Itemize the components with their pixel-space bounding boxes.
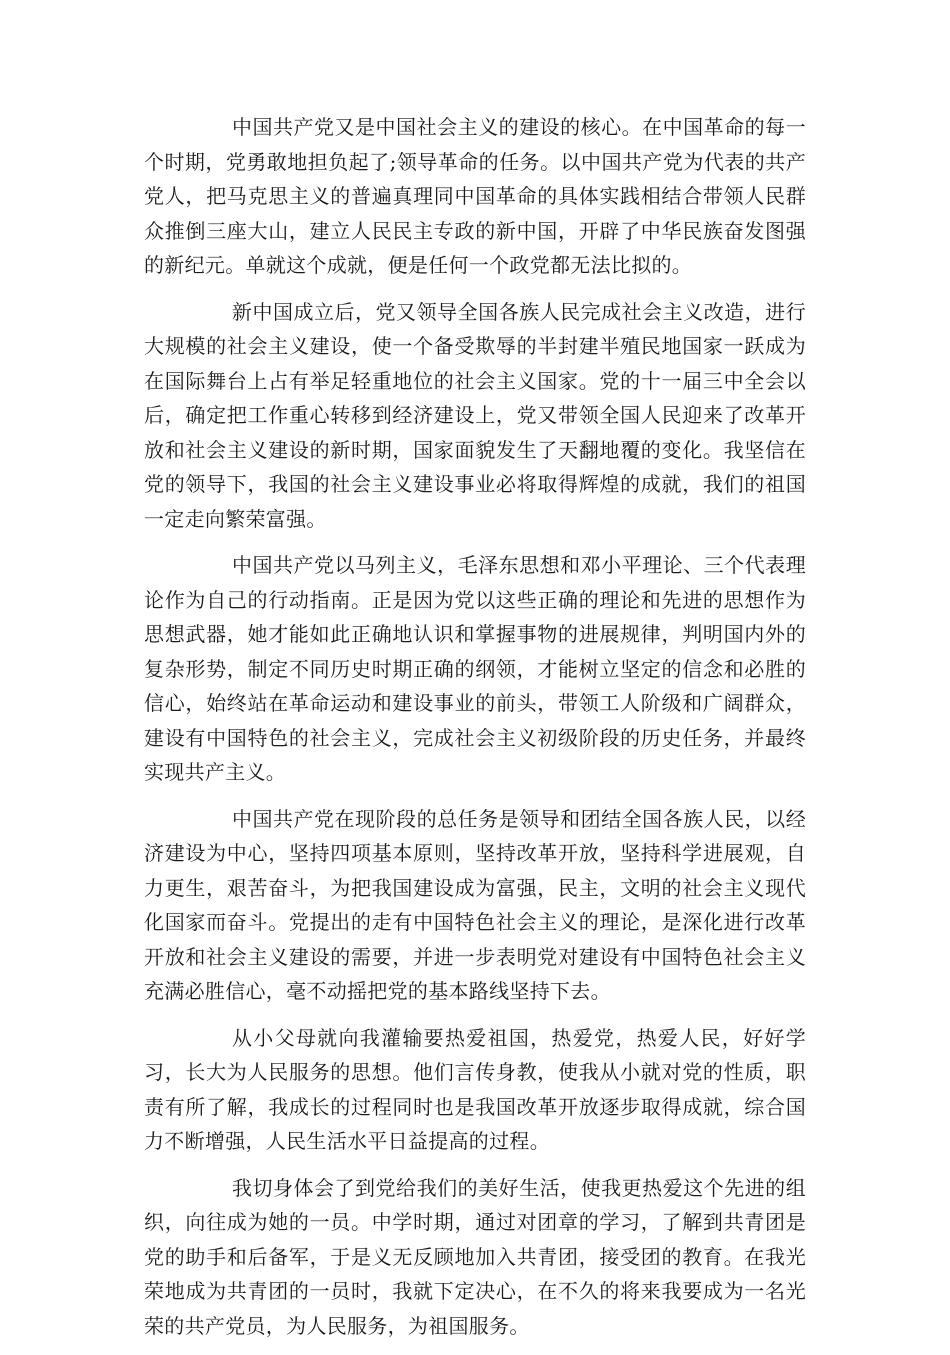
paragraph-6: 我切身体会了到党给我们的美好生活，使我更热爱这个先进的组织，向往成为她的一员。中学时期，通过对团章的学习，了解到共青团是党的助手和后备军，于是义无反顾地加入共青团，接受团的教育。在我光荣地成为共青团的一员时，我就下定决心，在不久的将来我要成为一名光荣的共产党员，为人民服务，为祖国服务。 xyxy=(144,1175,806,1338)
paragraph-3: 中国共产党以马列主义，毛泽东思想和邓小平理论、三个代表理论作为自己的行动指南。正是因为党以这些正确的理论和先进的思想作为思想武器，她才能如此正确地认识和掌握事物的进展规律，判明国内外的复杂形势，制定不同历史时期正确的纲领，才能树立坚定的信念和必胜的信心，始终站在革命运动和建设事业的前头，带领工人阶级和广阔群众，建设有中国特色的社会主义，完成社会主义初级阶段的历史任务，并最终实现共产主义。 xyxy=(144,553,806,784)
paragraph-4: 中国共产党在现阶段的总任务是领导和团结全国各族人民，以经济建设为中心，坚持四项基本原则，坚持改革开放，坚持科学进展观，自力更生，艰苦奋斗，为把我国建设成为富强，民主，文明的社会主义现代化国家而奋斗。党提出的走有中国特色社会主义的理论，是深化进行改革开放和社会主义建设的需要，并进一步表明党对建设有中国特色社会主义充满必胜信心，毫不动摇把党的基本路线坚持下去。 xyxy=(144,806,806,1003)
document-body xyxy=(144,110,806,1355)
paragraph-1: 中国共产党又是中国社会主义的建设的核心。在中国革命的每一个时期，党勇敢地担负起了;领导革命的任务。以中国共产党为代表的共产党人，把马克思主义的普遍真理同中国革命的具体实践相结合带领人民群众推倒三座大山，建立人民民主专政的新中国，开辟了中华民族奋发图强的新纪元。单就这个成就，便是任何一个政党都无法比拟的。 xyxy=(144,115,806,277)
paragraph-2: 新中国成立后，党又领导全国各族人民完成社会主义改造，进行大规模的社会主义建设，使一个备受欺辱的半封建半殖民地国家一跃成为在国际舞台上占有举足轻重地位的社会主义国家。党的十一届三中全会以后，确定把工作重心转移到经济建设上，党又带领全国人民迎来了改革开放和社会主义建设的新时期，国家面貌发生了天翻地覆的变化。我坚信在党的领导下，我国的社会主义建设事业必将取得辉煌的成就，我们的祖国一定走向繁荣富强。 xyxy=(144,299,806,531)
paragraph-5: 从小父母就向我灌输要热爱祖国，热爱党，热爱人民，好好学习，长大为人民服务的思想。他们言传身教，使我从小就对党的性质，职责有所了解，我成长的过程同时也是我国改革开放逐步取得成就，综合国力不断增强，人民生活水平日益提高的过程。 xyxy=(144,1025,806,1153)
